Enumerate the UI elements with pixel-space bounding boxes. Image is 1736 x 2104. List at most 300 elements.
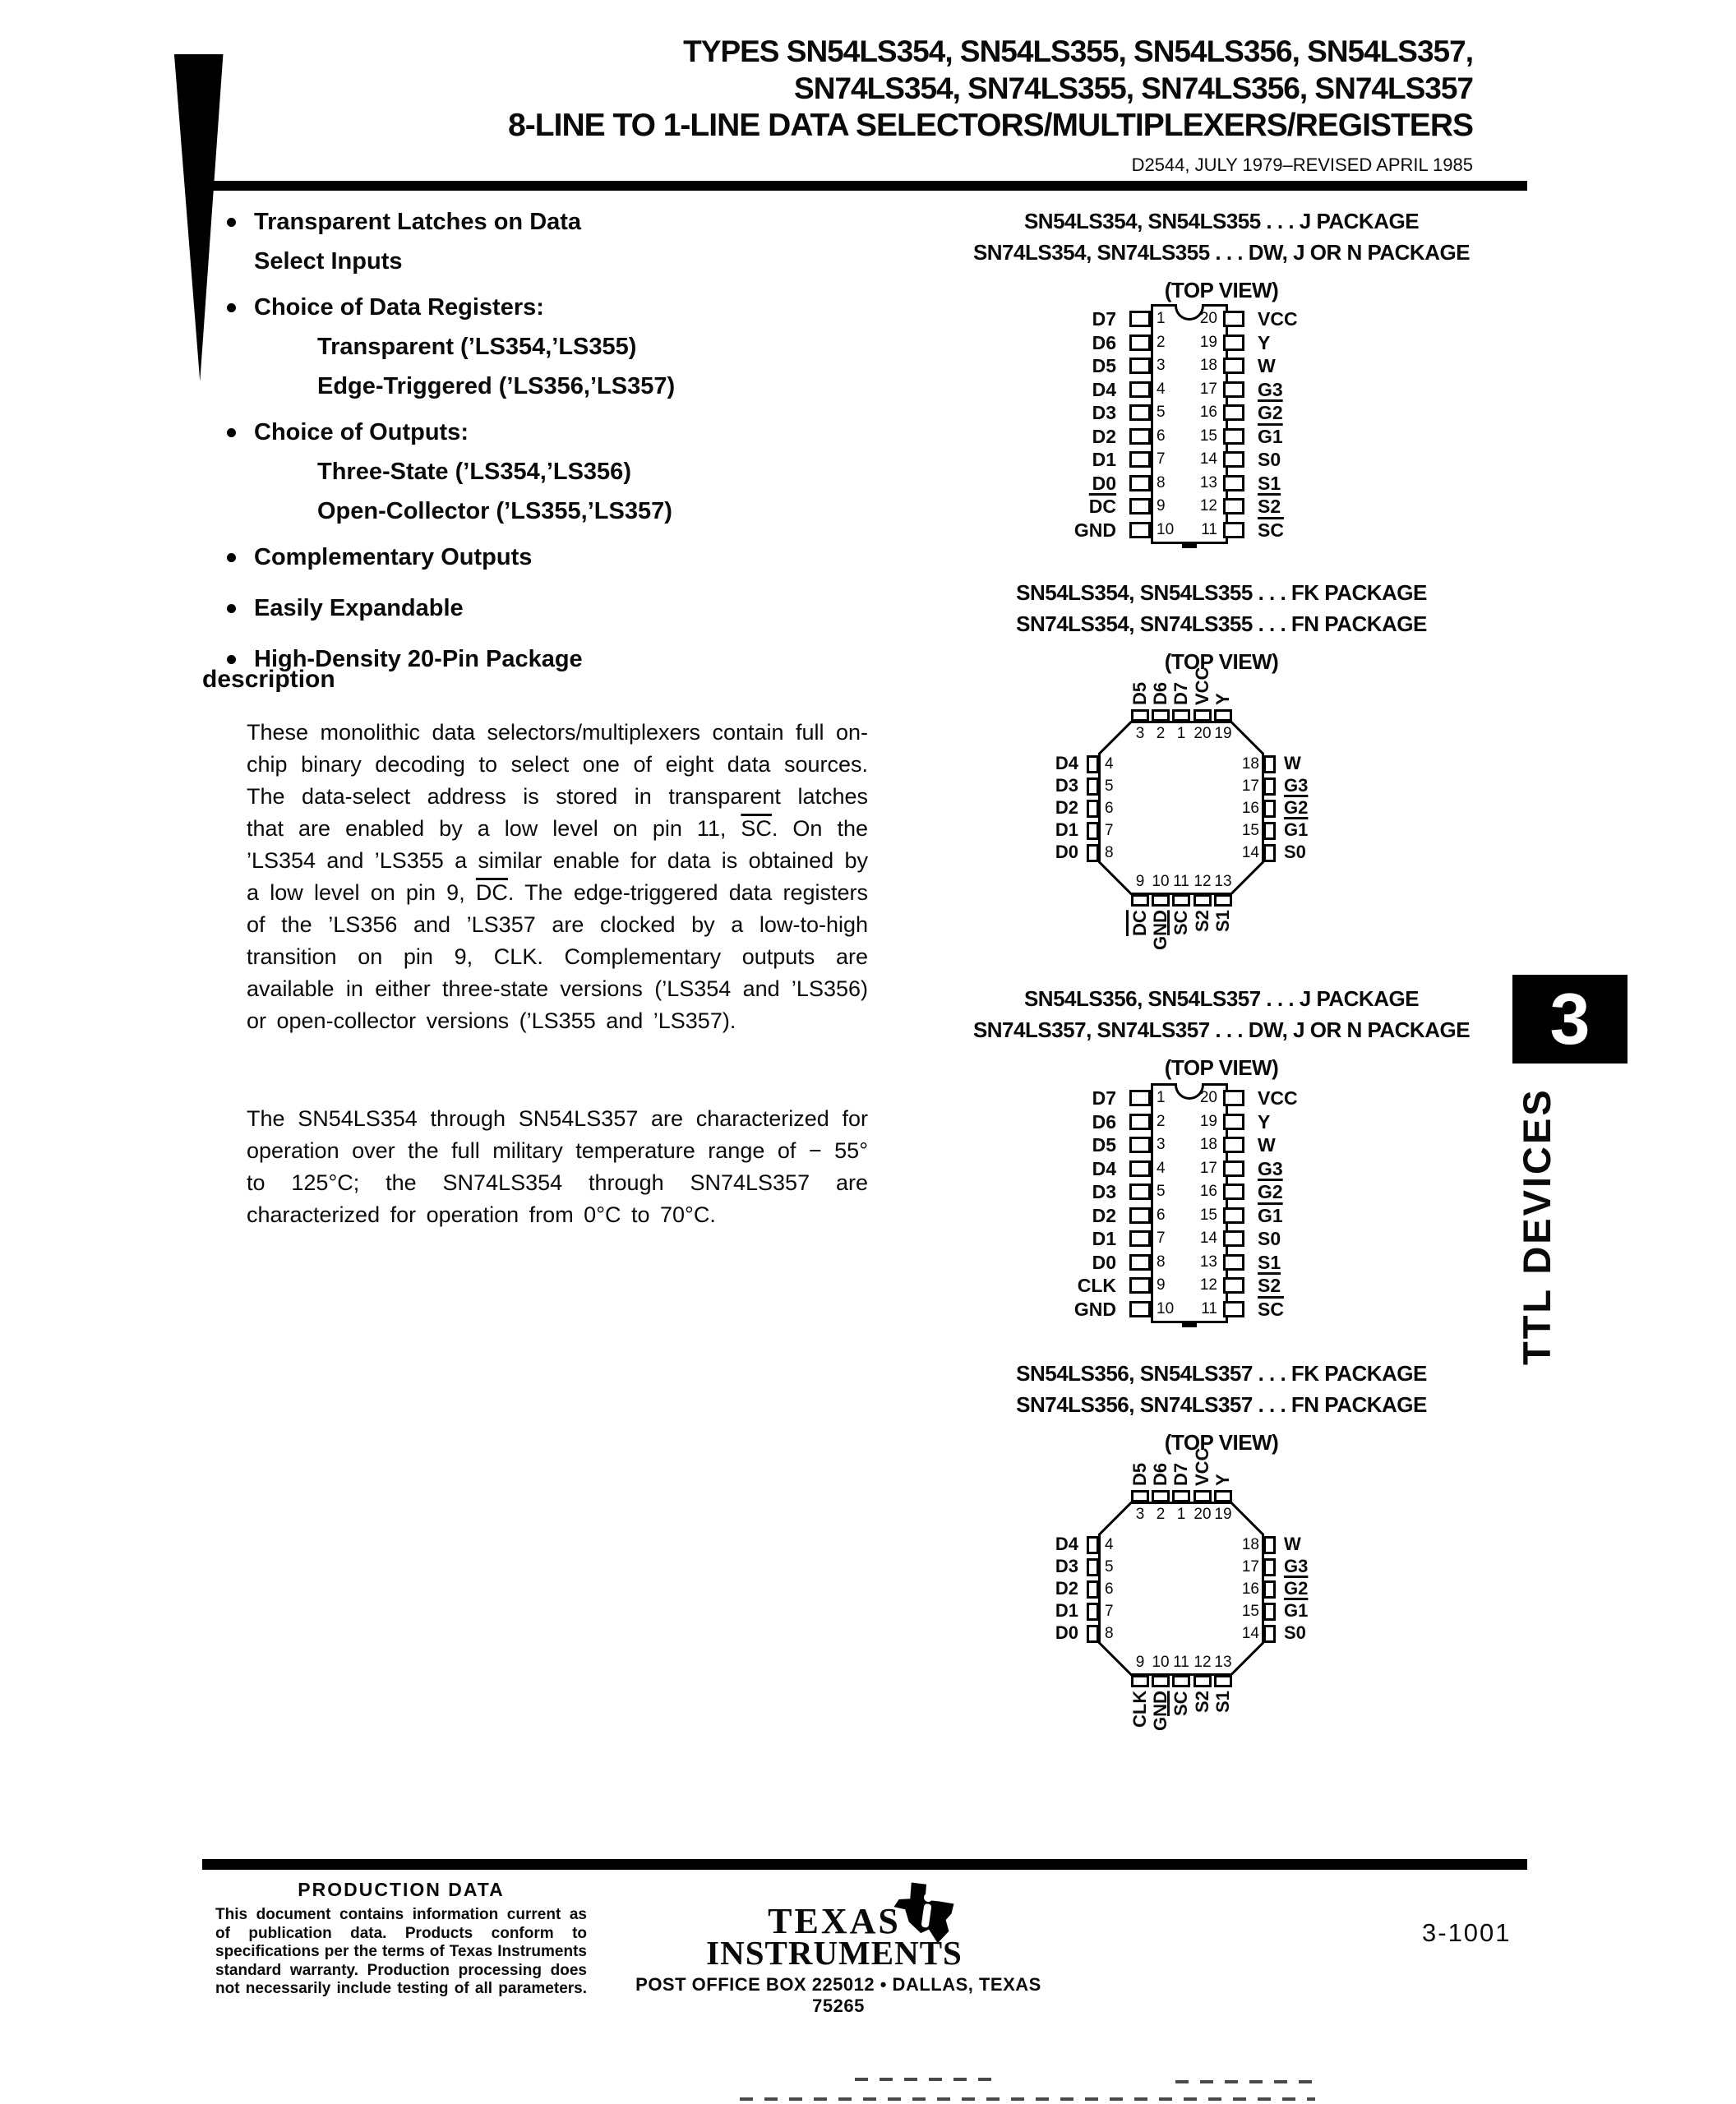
- pin-label: D6: [1092, 1110, 1116, 1133]
- overline-signal-dc: $\overline{DC}$: [475, 880, 508, 905]
- pin-number: 15: [1199, 427, 1217, 445]
- feature-subtext: Open-Collector (’LS355,’LS357): [317, 498, 672, 524]
- list-item: [227, 538, 893, 577]
- pin-label: D2: [1092, 1204, 1116, 1226]
- pin-box: [1131, 894, 1149, 907]
- chip-bottom-mark: [1182, 542, 1197, 548]
- pin-label: S2: [1192, 910, 1212, 932]
- pin-label: CLK: [1077, 1275, 1116, 1296]
- pin-number: 4: [1157, 1159, 1166, 1177]
- pin-box: [1263, 1558, 1276, 1576]
- list-item: [227, 202, 893, 281]
- pin-label: GND: [1073, 519, 1116, 541]
- pin-box: [1152, 1675, 1170, 1687]
- pin-label: GND: [1073, 1298, 1116, 1320]
- pin-label: D5: [1092, 355, 1116, 376]
- pin-number: 17: [1241, 1558, 1259, 1576]
- pin-label: CLK: [1129, 1691, 1150, 1728]
- pin-label: G2: [1284, 1578, 1309, 1599]
- bullet-icon: [227, 303, 236, 312]
- pin-box: [1087, 1536, 1099, 1554]
- pin-label: G1: [1258, 1204, 1283, 1226]
- pin-box: [1129, 1277, 1151, 1294]
- pin-number: 20: [1194, 725, 1212, 742]
- pin-label: D3: [1055, 1556, 1078, 1576]
- pin-box: [1223, 1254, 1244, 1271]
- feature-text: Transparent Latches on Data Select Inputs: [254, 209, 582, 275]
- pin-label: D4: [1055, 1534, 1078, 1554]
- pin-box: [1214, 1675, 1232, 1687]
- pin-number: 3: [1157, 357, 1166, 374]
- pin-number: 7: [1105, 822, 1114, 839]
- pin-label: $\overline{SC}$: [1258, 1298, 1284, 1320]
- scan-artifact: [855, 2078, 1003, 2081]
- pin-box: [1087, 777, 1099, 796]
- notice-line: not necessarily include testing of all parameters.: [215, 1980, 587, 1997]
- pin-label: S0: [1284, 842, 1306, 862]
- pin-label: G2: [1284, 797, 1309, 818]
- pin-box: [1263, 755, 1276, 773]
- pin-number: 8: [1105, 1625, 1114, 1642]
- package-line: SN74LS356, SN74LS357 . . . FN PACKAGE: [1016, 1392, 1427, 1417]
- notice-line: specifications per the terms of Texas Instruments: [215, 1943, 587, 1960]
- pin-box: [1087, 800, 1099, 818]
- pin-number: 7: [1157, 1230, 1166, 1247]
- package-line: SN74LS354, SN74LS355 . . . FN PACKAGE: [1016, 611, 1427, 636]
- pin-label: S1: [1258, 1251, 1281, 1273]
- pin-label: Y: [1258, 331, 1271, 353]
- pin-label: VCC: [1192, 667, 1212, 705]
- bullet-icon: [227, 553, 236, 562]
- feature-text: Choice of Data Registers:: [254, 294, 544, 321]
- pin-label: D6: [1092, 331, 1116, 353]
- pin-label: SC: [1170, 910, 1191, 935]
- pin-number: 13: [1199, 1253, 1217, 1271]
- pin-number: 6: [1105, 1580, 1114, 1598]
- pin-number: 18: [1199, 1136, 1217, 1153]
- pin-number: 15: [1199, 1206, 1217, 1224]
- pin-label: Y: [1258, 1110, 1271, 1133]
- pin-box: [1223, 1301, 1244, 1317]
- pin-number: 19: [1199, 1112, 1217, 1130]
- pin-box: [1172, 1675, 1190, 1687]
- description-heading: description: [202, 666, 335, 693]
- pin-label: Y: [1212, 693, 1233, 705]
- pin-label: G2: [1258, 402, 1283, 423]
- pin-number: 1: [1157, 1089, 1166, 1106]
- pin-number: 5: [1105, 1558, 1114, 1576]
- pin-box: [1223, 475, 1244, 491]
- pin-number: 6: [1157, 1206, 1166, 1224]
- pin-number: 14: [1199, 450, 1217, 468]
- pin-number: 10: [1152, 1654, 1170, 1671]
- scan-artifact: [1175, 2080, 1315, 2083]
- pin-box: [1129, 404, 1151, 421]
- pin-number: 11: [1201, 520, 1217, 538]
- feature-text: Choice of Outputs:: [254, 419, 469, 445]
- list-item: [227, 588, 893, 628]
- pin-number: 13: [1199, 473, 1217, 491]
- pin-number: 14: [1199, 1230, 1217, 1247]
- pin-number: 20: [1194, 1506, 1212, 1523]
- pin-label: Y: [1212, 1474, 1233, 1486]
- pin-label: GND: [1150, 910, 1170, 950]
- feature-subtext: Edge-Triggered (’LS356,’LS357): [317, 373, 676, 399]
- pin-number: 9: [1157, 1276, 1166, 1294]
- pin-number: 3: [1135, 725, 1145, 742]
- description-paragraph-2: The SN54LS354 through SN54LS357 are characterized for operation over the full military temperature range of − 55° to 125°C; the SN74LS354 through SN74LS357 are characterized for operation from 0°C to 70°C.: [247, 1106, 868, 1227]
- pin-box: [1223, 311, 1244, 327]
- pin-label: G3: [1284, 775, 1309, 796]
- dip-pinout-ls356: [1006, 1082, 1368, 1321]
- pin-box: [1129, 358, 1151, 374]
- pin-box: [1223, 1207, 1244, 1224]
- pin-box: [1087, 844, 1099, 862]
- notice-line: This document contains information current as: [215, 1906, 587, 1923]
- scan-artifact: [740, 2097, 1315, 2101]
- pin-number: 14: [1241, 844, 1259, 861]
- pin-label: VCC: [1258, 1087, 1298, 1109]
- pin-label: VCC: [1258, 308, 1298, 330]
- feature-text: Easily Expandable: [254, 595, 464, 621]
- pin-label: G3: [1258, 378, 1283, 400]
- pin-box: [1087, 1625, 1099, 1643]
- paragraph-text: . The edge-triggered data registers of the ’LS356 and ’LS357 are clocked by a low-to-high transition on pin 9, CLK. Complementary outputs are available in either three-state versions (’LS354 and ’LS356) or open-collector versions (’LS355 and ’LS357).: [247, 880, 868, 1033]
- pin-number: 13: [1214, 873, 1232, 890]
- pin-box: [1194, 894, 1212, 907]
- pin-number: 20: [1199, 310, 1217, 327]
- pin-number: 7: [1105, 1603, 1114, 1620]
- pin-label: S0: [1284, 1622, 1306, 1643]
- pin-label: $\overline{SC}$: [1258, 519, 1284, 541]
- ti-logo-texas: TEXAS: [768, 1901, 901, 1941]
- pin-number: 17: [1241, 777, 1259, 795]
- pin-number: 13: [1214, 1654, 1232, 1671]
- paragraph-text: . On the ’LS354 and ’LS355 a similar enable for data is obtained by a low level on pin 9,: [247, 816, 868, 905]
- pin-box: [1223, 381, 1244, 398]
- pin-box: [1223, 358, 1244, 374]
- chip-bottom-mark: [1182, 1322, 1197, 1327]
- pin-label: D2: [1055, 797, 1078, 818]
- pin-number: 2: [1157, 333, 1166, 351]
- package-line: SN74LS357, SN74LS357 . . . DW, J OR N PACKAGE: [972, 1017, 1471, 1042]
- pin-label: DC: [1129, 910, 1150, 936]
- pin-box: [1129, 311, 1151, 327]
- pin-label: G1: [1284, 819, 1309, 840]
- pin-box: [1129, 1254, 1151, 1271]
- pin-box: [1131, 1675, 1149, 1687]
- bullet-icon: [227, 655, 236, 664]
- pin-box: [1263, 1625, 1276, 1643]
- pin-label: D0: [1092, 1251, 1116, 1273]
- pin-number: 10: [1157, 520, 1175, 538]
- pin-label: D7: [1092, 308, 1116, 330]
- production-data-heading: PRODUCTION DATA: [298, 1879, 505, 1900]
- pin-number: 2: [1156, 1506, 1166, 1523]
- pin-label: S2: [1192, 1691, 1212, 1713]
- overline-signal-sc: $\overline{SC}$: [741, 816, 772, 841]
- feature-subtext: Three-State (’LS354,’LS356): [317, 459, 631, 485]
- pin-number: 12: [1199, 497, 1217, 514]
- ti-logo-instruments: INSTRUMENTS: [706, 1934, 963, 1972]
- pin-number: 16: [1199, 404, 1217, 421]
- plcc-pinout-ls354: [970, 667, 1496, 1013]
- pin-box: [1129, 1090, 1151, 1106]
- pin-number: 15: [1241, 1603, 1259, 1620]
- pin-box: [1129, 1184, 1151, 1200]
- pin-box: [1223, 1277, 1244, 1294]
- pin-label: D0: [1092, 472, 1116, 494]
- pin-number: 2: [1156, 725, 1166, 742]
- pin-box: [1214, 1490, 1232, 1502]
- list-item: [227, 413, 893, 452]
- pin-box: [1129, 451, 1151, 468]
- pin-label: S0: [1258, 449, 1281, 470]
- pin-box: [1087, 755, 1099, 773]
- pin-number: 14: [1241, 1625, 1259, 1642]
- package-header-1: [904, 205, 1539, 306]
- pin-number: 5: [1105, 777, 1114, 795]
- feature-subtext: Transparent (’LS354,’LS355): [317, 334, 637, 360]
- pin-label: D3: [1092, 1181, 1116, 1202]
- pin-number: 10: [1157, 1299, 1175, 1317]
- pin-box: [1087, 1603, 1099, 1621]
- top-view-label: (TOP VIEW): [1164, 1055, 1279, 1080]
- pin-box: [1223, 1114, 1244, 1130]
- pin-label: D4: [1092, 1157, 1116, 1179]
- pin-number: 11: [1201, 1299, 1217, 1317]
- pin-label: S2: [1258, 496, 1281, 517]
- pin-box: [1263, 822, 1276, 840]
- pin-number: 10: [1152, 873, 1170, 890]
- pin-number: 18: [1241, 1536, 1259, 1553]
- pin-box: [1223, 335, 1244, 351]
- pin-box: [1129, 428, 1151, 445]
- pin-number: 9: [1135, 873, 1145, 890]
- pin-label: W: [1258, 1134, 1276, 1156]
- pin-number: 20: [1199, 1089, 1217, 1106]
- plcc-pinout-ls356: [970, 1448, 1496, 1793]
- pin-number: 16: [1199, 1183, 1217, 1200]
- feature-list: [227, 202, 893, 679]
- pin-box: [1263, 1536, 1276, 1554]
- pin-box: [1194, 709, 1212, 722]
- pin-box: [1223, 1230, 1244, 1247]
- pin-number: 8: [1105, 844, 1114, 861]
- top-view-label: (TOP VIEW): [1164, 1430, 1279, 1455]
- pin-number: 12: [1194, 1654, 1212, 1671]
- bullet-icon: [227, 428, 236, 437]
- pin-box: [1223, 1090, 1244, 1106]
- pin-box: [1223, 451, 1244, 468]
- pin-label: D5: [1092, 1134, 1116, 1156]
- pin-number: 16: [1241, 800, 1259, 817]
- pin-box: [1214, 709, 1232, 722]
- pin-box: [1152, 1490, 1170, 1502]
- pin-number: 4: [1157, 380, 1166, 398]
- pin-box: [1172, 894, 1190, 907]
- footer-address: POST OFFICE BOX 225012 • DALLAS, TEXAS 75265: [635, 1974, 1041, 2016]
- pin-box: [1087, 1558, 1099, 1576]
- pin-number: 8: [1157, 473, 1166, 491]
- pin-box: [1223, 1184, 1244, 1200]
- package-header-3: [904, 983, 1539, 1083]
- pin-number: 5: [1157, 404, 1166, 421]
- pin-label: D7: [1092, 1087, 1116, 1109]
- sidebar-section-label: TTL DEVICES: [1515, 1087, 1558, 1365]
- pin-box: [1129, 1301, 1151, 1317]
- pin-number: 11: [1173, 1654, 1189, 1671]
- page-number: 3-1001: [1422, 1918, 1512, 1947]
- section-number: 3: [1549, 978, 1591, 1059]
- pin-box: [1131, 1490, 1149, 1502]
- pin-label: G3: [1258, 1157, 1283, 1179]
- dip-pinout-ls354: [1006, 302, 1368, 542]
- pin-box: [1152, 709, 1170, 722]
- pin-label: W: [1258, 355, 1276, 376]
- pin-label: G3: [1284, 1556, 1309, 1576]
- header-rule: [212, 181, 1527, 191]
- feature-text: Complementary Outputs: [254, 544, 533, 570]
- pin-number: 12: [1199, 1276, 1217, 1294]
- pin-box: [1129, 1160, 1151, 1177]
- texas-state-icon: [893, 1880, 955, 1945]
- pin-box: [1223, 1160, 1244, 1177]
- bullet-icon: [227, 218, 236, 227]
- title-line2: SN74LS354, SN74LS355, SN74LS356, SN74LS357: [794, 72, 1473, 105]
- pin-box: [1131, 709, 1149, 722]
- package-line: SN54LS356, SN54LS357 . . . FK PACKAGE: [1016, 1361, 1427, 1386]
- pin-box: [1087, 822, 1099, 840]
- pin-number: 19: [1214, 1506, 1232, 1523]
- pin-label: VCC: [1192, 1447, 1212, 1486]
- pin-box: [1129, 381, 1151, 398]
- pin-number: 1: [1176, 725, 1186, 742]
- pin-box: [1172, 1490, 1190, 1502]
- pin-box: [1223, 522, 1244, 538]
- pin-box: [1214, 894, 1232, 907]
- pin-label: SC: [1170, 1691, 1191, 1716]
- pin-number: 1: [1176, 1506, 1186, 1523]
- pin-label: D1: [1092, 1228, 1116, 1249]
- pin-label: S0: [1258, 1228, 1281, 1249]
- pin-label: W: [1284, 1534, 1301, 1554]
- bullet-icon: [227, 604, 236, 613]
- pin-number: 17: [1199, 380, 1217, 398]
- page-title: [508, 33, 1473, 145]
- pin-label: G2: [1258, 1181, 1283, 1202]
- pin-box: [1129, 498, 1151, 514]
- pin-label: D3: [1055, 775, 1078, 796]
- notice-line: of publication data. Products conform to: [215, 1924, 587, 1942]
- pin-label: S1: [1258, 472, 1281, 494]
- pin-box: [1263, 777, 1276, 796]
- package-line: SN74LS354, SN74LS355 . . . DW, J OR N PACKAGE: [972, 240, 1471, 265]
- production-data-notice: [215, 1879, 587, 1999]
- pin-number: 11: [1173, 873, 1189, 890]
- pin-label: D6: [1150, 681, 1170, 705]
- pin-label: D1: [1055, 819, 1078, 840]
- list-item: [227, 288, 893, 327]
- pin-label: G1: [1284, 1600, 1309, 1621]
- title-line3: 8-LINE TO 1-LINE DATA SELECTORS/MULTIPLEXERS/REGISTERS: [508, 108, 1473, 143]
- pin-label: D3: [1092, 402, 1116, 423]
- pin-label: S1: [1212, 910, 1233, 932]
- pin-label: D2: [1092, 425, 1116, 447]
- description-paragraph-1: [247, 717, 868, 1037]
- pin-label: D7: [1170, 681, 1191, 705]
- pin-label: D1: [1092, 449, 1116, 470]
- pin-label: D5: [1129, 681, 1150, 705]
- pin-number: 15: [1241, 822, 1259, 839]
- paragraph-text: These monolithic data selectors/multiplexers contain full on-chip binary decoding to select one of eight data sources. The data-select address is stored in transparent latches that are enabled by a low level on pin 11,: [247, 720, 868, 841]
- top-view-label: (TOP VIEW): [1164, 649, 1279, 674]
- pin-box: [1194, 1490, 1212, 1502]
- footer-rule: [202, 1859, 1527, 1870]
- pin-label: S2: [1258, 1275, 1281, 1296]
- pin-box: [1087, 1580, 1099, 1599]
- pin-box: [1129, 335, 1151, 351]
- pin-box: [1263, 1603, 1276, 1621]
- pin-label: D7: [1170, 1462, 1191, 1486]
- revision-note: D2544, JULY 1979–REVISED APRIL 1985: [1131, 155, 1473, 175]
- pin-number: 8: [1157, 1253, 1166, 1271]
- pin-number: 4: [1105, 755, 1114, 773]
- pin-label: GND: [1150, 1691, 1170, 1731]
- pin-box: [1194, 1675, 1212, 1687]
- pin-label: D0: [1055, 1622, 1078, 1643]
- pin-number: 3: [1157, 1136, 1166, 1153]
- top-view-label: (TOP VIEW): [1164, 278, 1279, 302]
- pin-number: 1: [1157, 310, 1166, 327]
- pin-number: 4: [1105, 1536, 1114, 1553]
- package-line: SN54LS356, SN54LS357 . . . J PACKAGE: [1023, 986, 1420, 1011]
- pin-number: 9: [1157, 497, 1166, 514]
- pin-number: 2: [1157, 1112, 1166, 1130]
- feature-text: High-Density 20-Pin Package: [254, 646, 583, 672]
- pin-label: D1: [1055, 1600, 1078, 1621]
- pin-number: 19: [1214, 725, 1232, 742]
- pin-label: G1: [1258, 425, 1283, 447]
- title-line1: TYPES SN54LS354, SN54LS355, SN54LS356, SN54LS357,: [683, 35, 1473, 68]
- pin-label: D0: [1055, 842, 1078, 862]
- pin-number: 6: [1157, 427, 1166, 445]
- pin-box: [1263, 1580, 1276, 1599]
- pin-label: D4: [1055, 753, 1078, 773]
- pin-box: [1129, 1207, 1151, 1224]
- pin-number: 5: [1157, 1183, 1166, 1200]
- package-line: SN54LS354, SN54LS355 . . . J PACKAGE: [1023, 209, 1420, 233]
- pin-label: S1: [1212, 1691, 1233, 1713]
- pin-box: [1263, 800, 1276, 818]
- pin-label: D5: [1129, 1462, 1150, 1486]
- pin-label: $\overline{DC}$: [1088, 496, 1116, 517]
- pin-number: 9: [1135, 1654, 1145, 1671]
- pin-label: D2: [1055, 1578, 1078, 1599]
- pin-box: [1223, 404, 1244, 421]
- pin-box: [1129, 1114, 1151, 1130]
- pin-box: [1263, 844, 1276, 862]
- pin-number: 19: [1199, 333, 1217, 351]
- pin-number: 16: [1241, 1580, 1259, 1598]
- pin-number: 7: [1157, 450, 1166, 468]
- pin-box: [1152, 894, 1170, 907]
- pin-label: D6: [1150, 1462, 1170, 1486]
- section-tab: [1512, 975, 1628, 1064]
- pin-box: [1129, 1137, 1151, 1153]
- pin-number: 6: [1105, 800, 1114, 817]
- pin-box: [1223, 498, 1244, 514]
